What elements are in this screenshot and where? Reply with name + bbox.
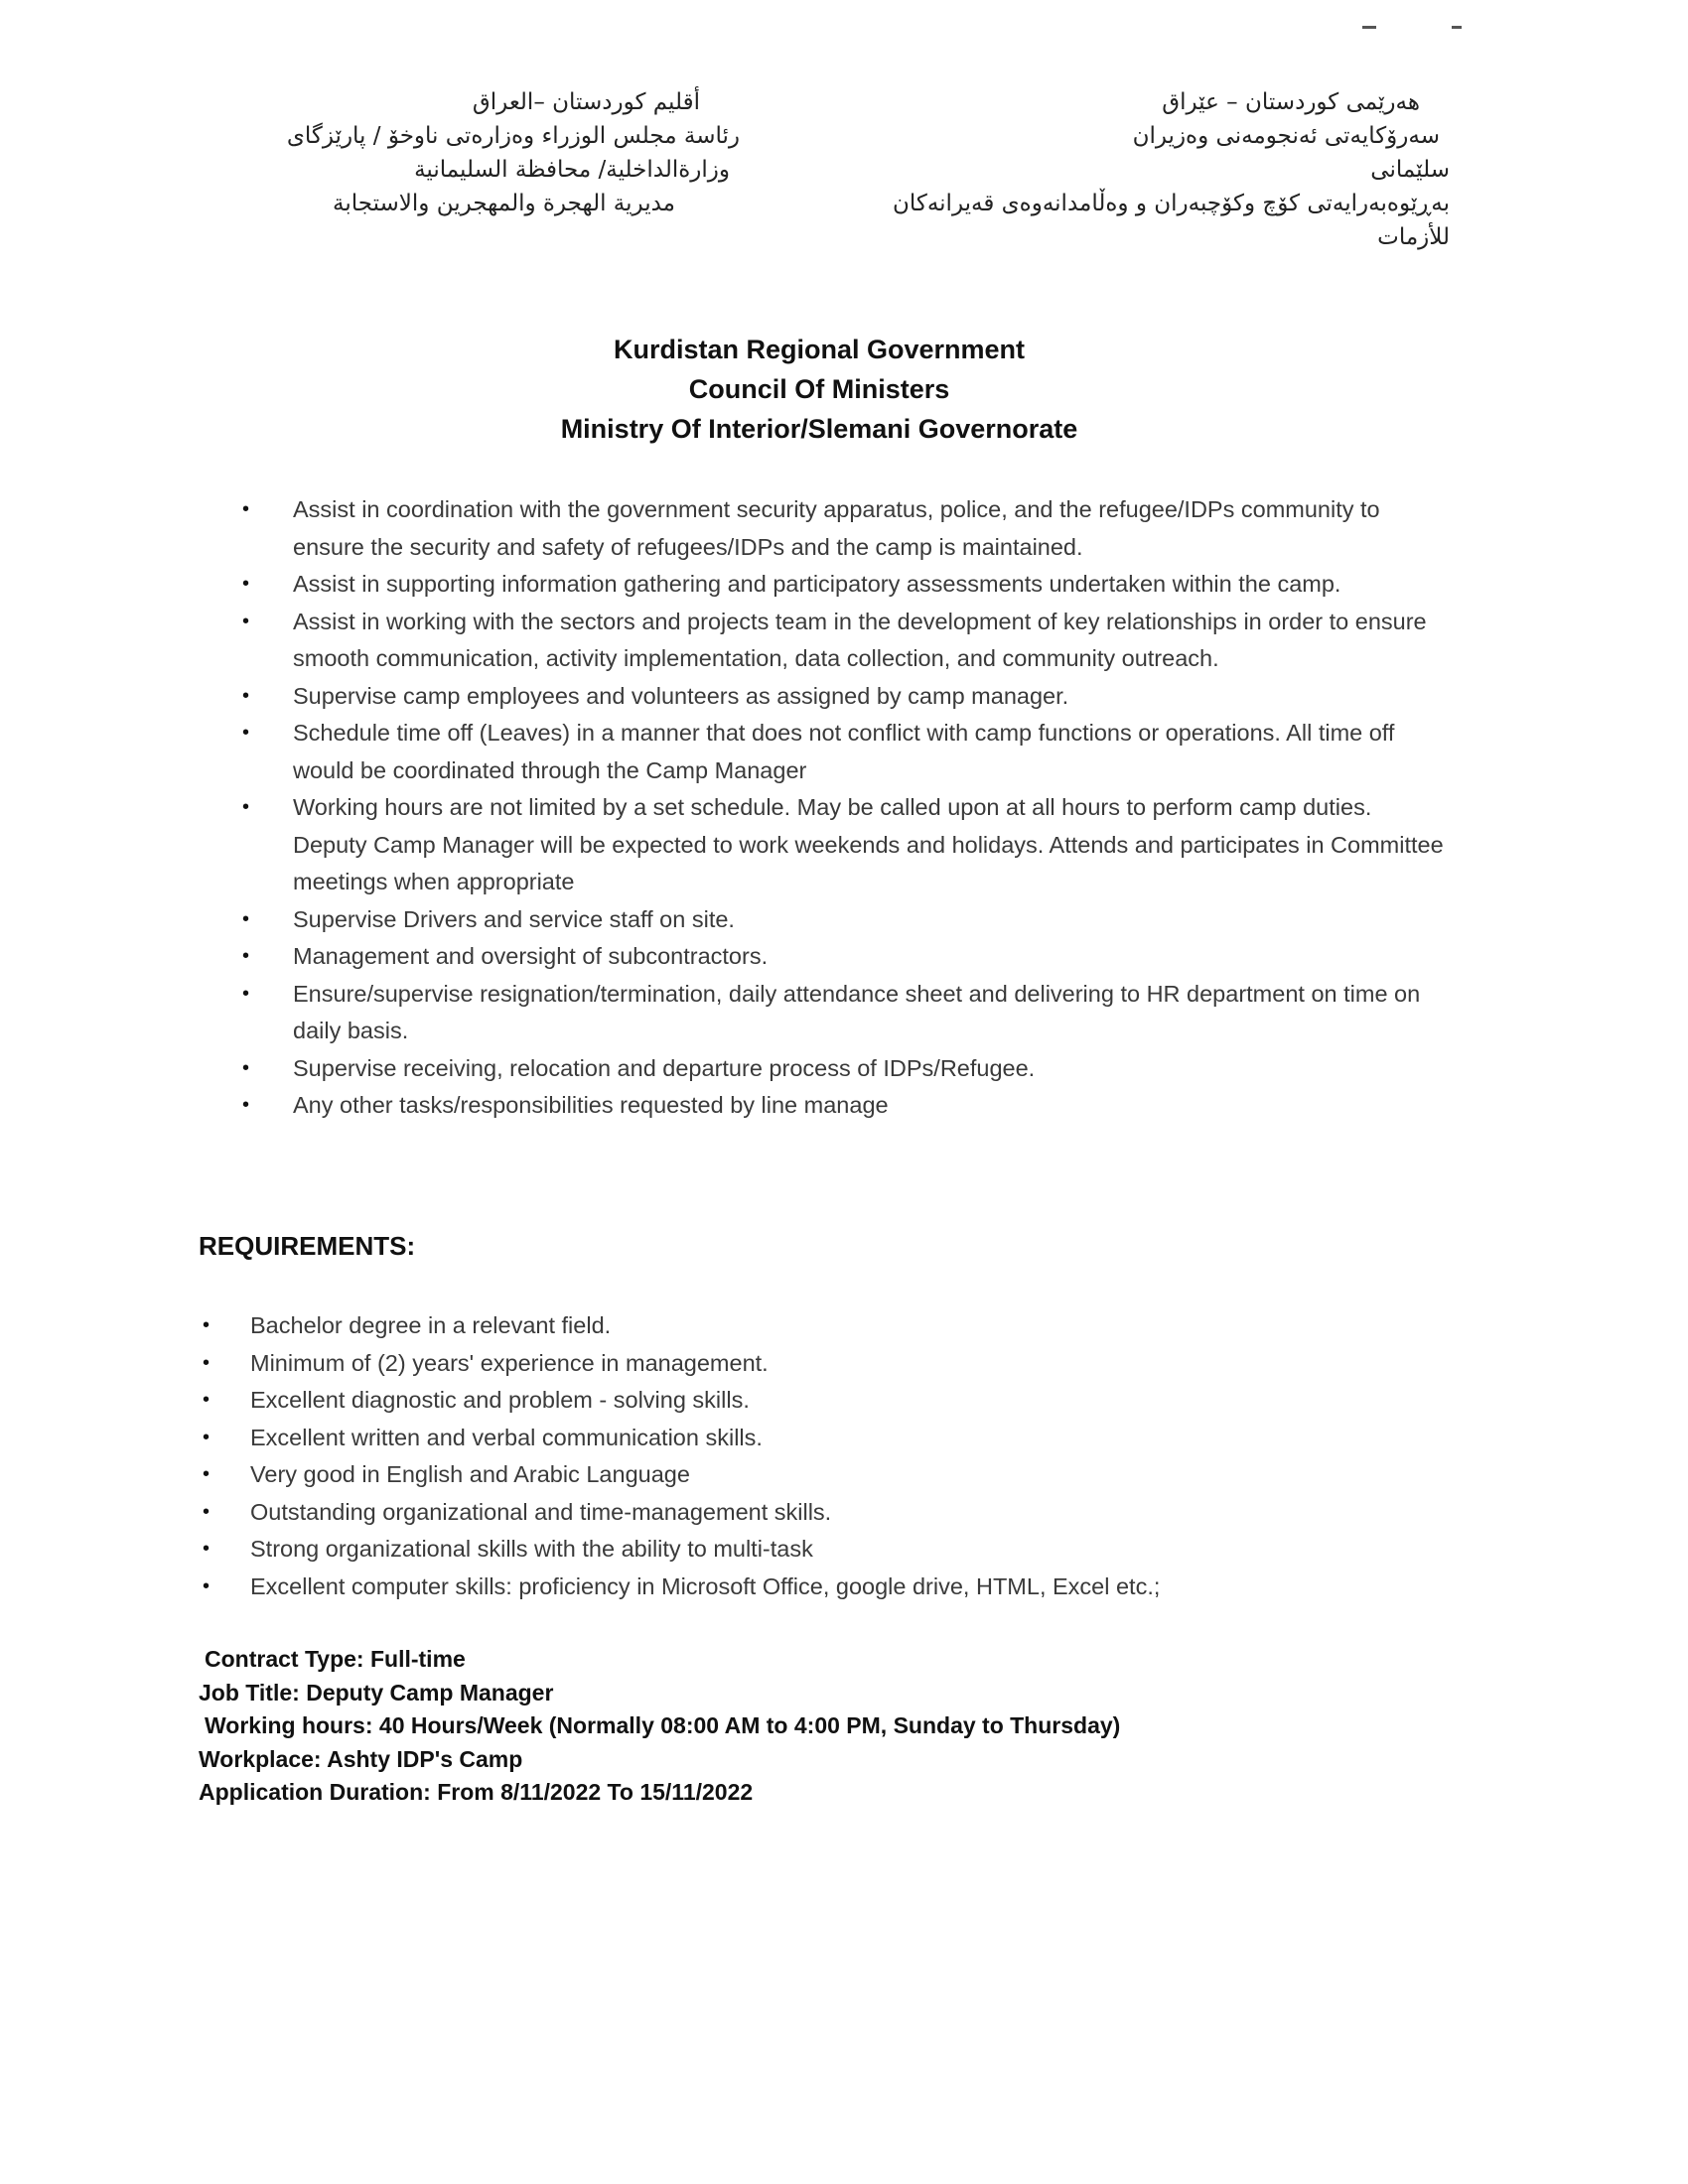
requirement-text: Strong organizational skills with the ability to multi-task xyxy=(250,1536,813,1562)
duty-text: Supervise receiving, relocation and departure process of IDPs/Refugee. xyxy=(293,1054,1036,1081)
list-item xyxy=(199,1420,1450,1457)
kurdish-letterhead xyxy=(814,85,1450,254)
bullet: • xyxy=(242,982,250,1005)
bullet: • xyxy=(242,1094,250,1116)
arabic-letterhead xyxy=(263,85,740,220)
requirement-text: Bachelor degree in a relevant field. xyxy=(250,1312,612,1338)
workplace-value: Ashty IDP's Camp xyxy=(327,1745,523,1772)
job-info xyxy=(199,1643,1489,1810)
list-item xyxy=(199,1382,1450,1420)
requirement-text: Excellent computer skills: proficiency in Microsoft Office, google drive, HTML, Excel etc.; xyxy=(250,1572,1161,1599)
list-item xyxy=(199,1456,1450,1494)
bullet: • xyxy=(242,573,250,595)
scan-mark xyxy=(1452,26,1462,29)
duty-text: Ensure/supervise resignation/termination, daily attendance sheet and delivering to HR department on time on daily basis. xyxy=(293,980,1421,1043)
list-item xyxy=(238,604,1450,678)
letterhead-line: مديرية الهجرة والمهجرين والاستجابة xyxy=(333,191,675,216)
list-item xyxy=(238,491,1450,566)
requirement-text: Outstanding organizational and time-management skills. xyxy=(250,1498,832,1525)
working-hours-value: 40 Hours/Week (Normally 08:00 AM to 4:00 PM, Sunday to Thursday) xyxy=(378,1712,1121,1738)
contract-type-row xyxy=(199,1643,1489,1677)
list-item xyxy=(199,1345,1450,1383)
duty-text: Assist in coordination with the government security apparatus, police, and the refugee/IDPs community to ensure the security and safety of refugees/IDPs and the camp is maintained. xyxy=(293,496,1380,560)
duty-text: Assist in working with the sectors and projects team in the development of key relationships in order to ensure smooth communication, activity implementation, data collection, and community outreach. xyxy=(293,608,1427,671)
letterhead-line: هەرێمی کوردستان – عێراق xyxy=(1162,89,1420,115)
bullet: • xyxy=(242,907,250,930)
job-title-value: Deputy Camp Manager xyxy=(306,1679,554,1706)
list-item xyxy=(238,678,1450,716)
letterhead-line: سلێمانی xyxy=(1370,157,1450,183)
letterhead-line: سەرۆکایەتی ئەنجومەنی وەزیران xyxy=(1132,123,1440,149)
bullet: • xyxy=(203,1574,211,1597)
list-item xyxy=(238,566,1450,604)
working-hours-row xyxy=(199,1709,1489,1743)
contract-type-label: Contract Type: xyxy=(205,1646,364,1672)
list-item xyxy=(238,789,1450,901)
bullet: • xyxy=(203,1389,211,1411)
requirements-heading: REQUIREMENTS: xyxy=(199,1231,416,1261)
duty-text: Assist in supporting information gathering and participatory assessments undertaken within the camp. xyxy=(293,571,1341,597)
duties-list xyxy=(238,491,1450,1125)
letterhead-line: وزارةالداخلية/ محافظة السليمانية xyxy=(414,157,730,183)
workplace-row xyxy=(199,1743,1489,1777)
bullet: • xyxy=(242,722,250,744)
list-item xyxy=(199,1569,1450,1606)
bullet: • xyxy=(203,1314,211,1336)
bullet: • xyxy=(203,1463,211,1485)
bullet: • xyxy=(242,945,250,967)
bullet: • xyxy=(242,610,250,632)
list-item xyxy=(238,901,1450,939)
bullet: • xyxy=(242,498,250,520)
bullet: • xyxy=(203,1538,211,1560)
duty-text: Working hours are not limited by a set schedule. May be called upon at all hours to perform camp duties. Deputy Camp Manager will be expected to work weekends and holidays. Attends and participates in Committee meetings when appropriate xyxy=(293,794,1444,894)
list-item xyxy=(238,976,1450,1050)
letterhead-line: أقليم كوردستان –العراق xyxy=(472,89,700,115)
list-item xyxy=(199,1307,1450,1345)
bullet: • xyxy=(242,1056,250,1079)
list-item xyxy=(238,1050,1450,1088)
list-item xyxy=(238,1087,1450,1125)
bullet: • xyxy=(203,1426,211,1448)
application-duration-label: Application Duration: xyxy=(199,1779,431,1805)
requirement-text: Minimum of (2) years' experience in management. xyxy=(250,1349,769,1376)
title-line: Ministry Of Interior/Slemani Governorate xyxy=(560,414,1078,444)
job-title-label: Job Title: xyxy=(199,1679,300,1706)
contract-type-value: Full-time xyxy=(369,1646,466,1672)
title-line: Council Of Ministers xyxy=(688,374,950,404)
document-title xyxy=(0,330,1638,449)
list-item xyxy=(238,938,1450,976)
requirement-text: Very good in English and Arabic Language xyxy=(250,1461,690,1487)
bullet: • xyxy=(242,796,250,818)
list-item xyxy=(238,715,1450,789)
letterhead-line: بەڕێوەبەرایەتی کۆچ وکۆچبەران و وەڵامدانەوەی قەیرانەکان xyxy=(892,191,1450,216)
duty-text: Management and oversight of subcontractors. xyxy=(293,943,769,969)
application-duration-row xyxy=(199,1776,1489,1810)
requirement-text: Excellent diagnostic and problem - solving skills. xyxy=(250,1387,750,1413)
duty-text: Supervise Drivers and service staff on site. xyxy=(293,905,735,932)
scan-mark xyxy=(1362,26,1376,29)
bullet: • xyxy=(203,1500,211,1523)
bullet: • xyxy=(203,1351,211,1374)
list-item xyxy=(199,1531,1450,1569)
requirement-text: Excellent written and verbal communication skills. xyxy=(250,1424,763,1450)
working-hours-label: Working hours: xyxy=(205,1712,373,1738)
bullet: • xyxy=(242,684,250,707)
duty-text: Any other tasks/responsibilities requested by line manage xyxy=(293,1092,889,1118)
letterhead-line: للأزمات xyxy=(1377,224,1450,250)
title-line: Kurdistan Regional Government xyxy=(613,335,1026,364)
letterhead-line: رئاسة مجلس الوزراء وەزارەتی ناوخۆ / پارێزگای xyxy=(286,123,740,149)
application-duration-value: From 8/11/2022 To 15/11/2022 xyxy=(437,1779,754,1805)
list-item xyxy=(199,1494,1450,1532)
duty-text: Schedule time off (Leaves) in a manner that does not conflict with camp functions or operations. All time off would be coordinated through the Camp Manager xyxy=(293,720,1395,783)
duty-text: Supervise camp employees and volunteers as assigned by camp manager. xyxy=(293,682,1069,709)
workplace-label: Workplace: xyxy=(199,1745,322,1772)
job-title-row xyxy=(199,1677,1489,1710)
requirements-list xyxy=(199,1307,1450,1605)
